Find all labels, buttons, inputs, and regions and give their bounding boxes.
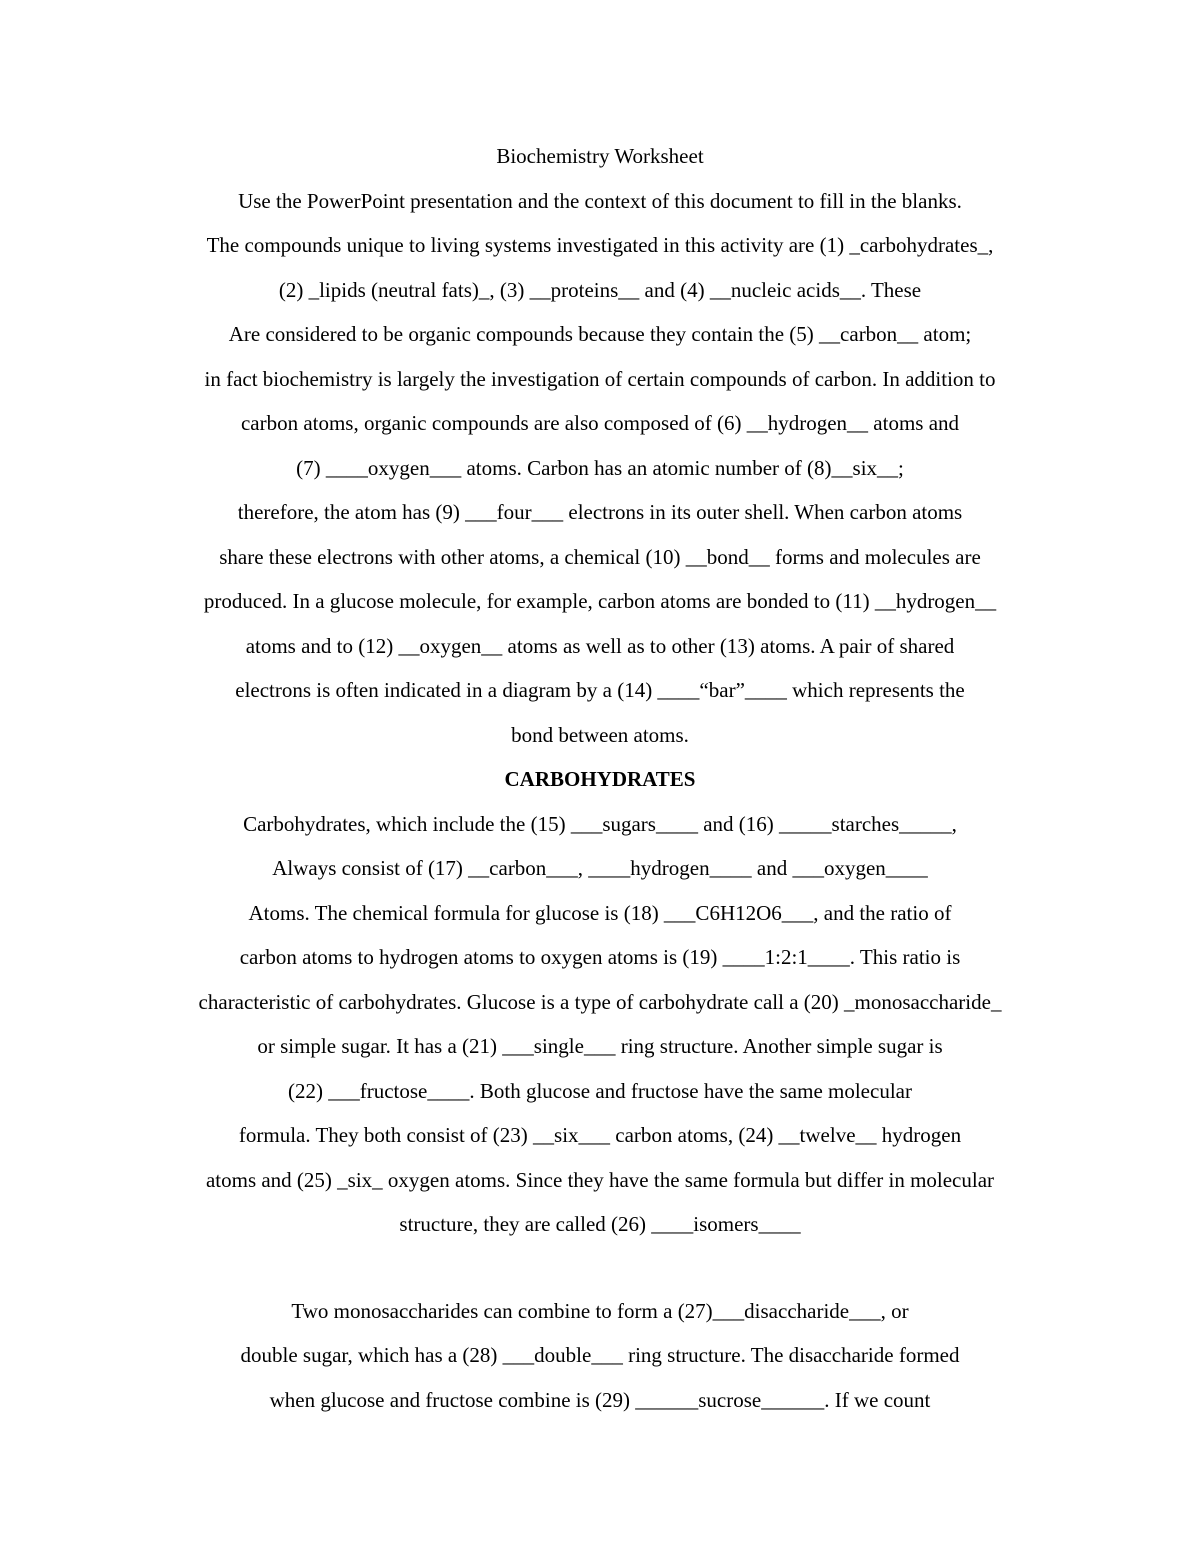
carbohydrate-line: Atoms. The chemical formula for glucose is (18) ___C6H12O6___, and the ratio of [248, 900, 952, 925]
intro-line: carbon atoms, organic compounds are also composed of (6) __hydrogen__ atoms and [240, 411, 960, 435]
intro-line: therefore, the atom has (9) ___four___ electrons in its outer shell. When carbon atoms [237, 500, 963, 524]
carbohydrate-line: atoms and (25) _six_ oxygen atoms. Since they have the same formula but differ in molecular [205, 1167, 995, 1192]
intro-line: in fact biochemistry is largely the investigation of certain compounds of carbon. In addition to [204, 366, 996, 391]
intro-line: produced. In a glucose molecule, for example, carbon atoms are bonded to (11) __hydrogen__ [203, 589, 997, 613]
worksheet-title: Biochemistry Worksheet [496, 144, 704, 168]
disaccharide-line: when glucose and fructose combine is (29) ______sucrose______. If we count [269, 1387, 931, 1412]
disaccharide-line: Two monosaccharides can combine to form a (27)___disaccharide___, or [291, 1298, 909, 1323]
intro-line: share these electrons with other atoms, a chemical (10) __bond__ forms and molecules are [219, 544, 981, 569]
intro-line: Are considered to be organic compounds because they contain the (5) __carbon__ atom; [228, 322, 972, 346]
intro-line: atoms and to (12) __oxygen__ atoms as well as to other (13) atoms. A pair of shared [245, 633, 955, 658]
intro-line: electrons is often indicated in a diagram by a (14) ____“bar”____ which represents the [235, 678, 965, 702]
carbohydrate-line: characteristic of carbohydrates. Glucose is a type of carbohydrate call a (20) _monosaccharide_ [198, 989, 1002, 1014]
intro-line: The compounds unique to living systems investigated in this activity are (1) _carbohydrates_, [206, 233, 994, 257]
intro-line: (2) _lipids (neutral fats)_, (3) __proteins__ and (4) __nucleic acids__. These [278, 277, 922, 302]
carbohydrate-line: or simple sugar. It has a (21) ___single___ ring structure. Another simple sugar is [257, 1034, 943, 1058]
carbohydrate-line: (22) ___fructose____. Both glucose and fructose have the same molecular [288, 1078, 912, 1103]
intro-line: bond between atoms. [511, 722, 689, 747]
carbohydrate-line: carbon atoms to hydrogen atoms to oxygen atoms is (19) ____1:2:1____. This ratio is [239, 945, 961, 969]
intro-line: (7) ____oxygen___ atoms. Carbon has an atomic number of (8)__six__; [296, 455, 904, 480]
paragraph-gap [100, 1249, 1100, 1291]
disaccharide-line: double sugar, which has a (28) ___double___ ring structure. The disaccharide formed [240, 1343, 960, 1367]
carbohydrate-line: formula. They both consist of (23) __six___ carbon atoms, (24) __twelve__ hydrogen [238, 1123, 962, 1147]
worksheet-body [100, 136, 1100, 1424]
carbohydrate-line: Carbohydrates, which include the (15) ___sugars____ and (16) _____starches_____, [243, 811, 957, 836]
section-heading-carbohydrates: CARBOHYDRATES [504, 767, 696, 791]
worksheet-instructions: Use the PowerPoint presentation and the context of this document to fill in the blanks. [238, 188, 962, 213]
carbohydrate-line: structure, they are called (26) ____isomers____ [399, 1212, 801, 1236]
carbohydrate-line: Always consist of (17) __carbon___, ____hydrogen____ and ___oxygen____ [272, 856, 928, 880]
